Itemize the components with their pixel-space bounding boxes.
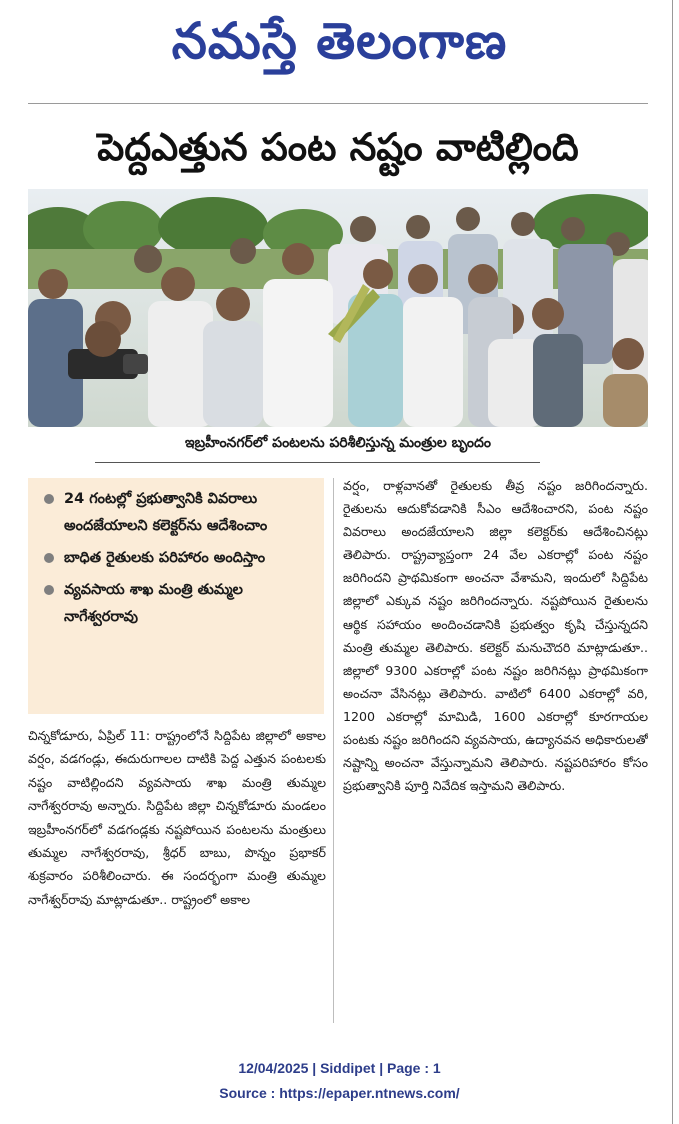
column-divider bbox=[333, 478, 334, 1023]
page-edge bbox=[672, 0, 673, 1124]
highlight-text: బాధిత రైతులకు పరిహారం అందిస్తాం bbox=[64, 550, 266, 566]
bullet-icon bbox=[44, 494, 54, 504]
article-photo bbox=[28, 189, 648, 427]
caption-underline bbox=[95, 462, 540, 463]
article-body-right-column: వర్షం, రాళ్లవానతో రైతులకు తీవ్ర నష్టం జరిగిందన్నారు. రైతులను ఆదుకోవడానికి సీఎం ఆదేశించారని, పంట నష్టం వివరాలు అందజేయాలని జిల్లా కలెక్టర్‌కు ఆదేశించినట్లు తెలిపారు. రాష్ట్రవ్యాప్తంగా 24 వేల ఎకరాల్లో పంట నష్టం జరిగిందని ప్రాథమికంగా అంచనా వేశామని, ఇందులో సిద్దిపేట జిల్లాలో ఎక్కువ నష్టం జరిగిందన్నారు. నష్టపోయిన రైతులను ఆర్థిక సహాయం అందించడానికి ప్రభుత్వం కృషి చేస్తున్నదని మంత్రి తుమ్మల తెలిపారు. కలెక్టర్ మనుచౌదరి మాట్లాడుతూ.. జిల్లాలో 9300 ఎకరాల్లో పంట నష్టం జరిగినట్లు ప్రాథమికంగా అంచనా వేసినట్లు తెలిపారు. వాటిలో 6400 ఎకరాల్లో వరి, 1200 ఎకరాల్లో మామిడి, 1600 ఎకరాల్లో కూరగాయల పంటకు నష్టం జరిగిందని వ్యవసాయ, ఉద్యానవన అధికారులతో నష్టాన్ని అంచనా వేస్తున్నామని తెలిపారు. నష్టపరిహారం కోసం ప్రభుత్వానికి పూర్తి నివేదిక ఇస్తామని తెలిపారు. bbox=[343, 478, 648, 794]
article-body-left-column: చిన్నకోడూరు, ఏప్రిల్ 11: రాష్ట్రంలోనే సిద్దిపేట జిల్లాలో అకాల వర్షం, వడగండ్లు, ఈదురుగాలల దాటికి పెద్ద ఎత్తున పంటలకు నష్టం వాటిల్లిందని వ్యవసాయ శాఖ మంత్రి తుమ్మల నాగేశ్వరరావు అన్నారు. సిద్దిపేట జిల్లా చిన్నకోడూరు మండలం ఇబ్రహీంనగర్‌లో వడగండ్లకు నష్టపోయిన పంటలను మంత్రులు తుమ్మల నాగేశ్వరరావు, శ్రీధర్ బాబు, పొన్నం ప్రభాకర్ శుక్రవారం పరిశీలించారు. ఈ సందర్భంగా మంత్రి తుమ్మల నాగేశ్వర్‌రావు మాట్లాడుతూ.. రాష్ట్రంలో అకాల bbox=[28, 728, 326, 907]
highlights-box bbox=[28, 478, 324, 714]
bullet-icon bbox=[44, 553, 54, 563]
newspaper-masthead: నమస్తే తెలంగాణ bbox=[171, 12, 508, 70]
crowd-photo-illustration bbox=[28, 189, 648, 427]
highlight-item bbox=[38, 577, 314, 631]
footer-date-line: 12/04/2025 | Siddipet | Page : 1 bbox=[238, 1060, 441, 1076]
bullet-icon bbox=[44, 585, 54, 595]
highlight-item bbox=[38, 545, 314, 572]
highlight-text: 24 గంటల్లో ప్రభుత్వానికి వివరాలు అందజేయాలని కలెక్టర్‌ను ఆదేశించాం bbox=[64, 491, 268, 534]
highlight-item bbox=[38, 486, 314, 540]
article-headline: పెద్దఎత్తున పంట నష్టం వాటిల్లింది bbox=[97, 125, 579, 169]
masthead-divider bbox=[28, 103, 648, 104]
highlight-text: వ్యవసాయ శాఖ మంత్రి తుమ్మల నాగేశ్వరరావు bbox=[64, 582, 243, 625]
photo-caption: ఇబ్రహీంనగర్‌లో పంటలను పరిశీలిస్తున్న మంత్రుల బృందం bbox=[185, 435, 491, 451]
footer-source-line: Source : https://epaper.ntnews.com/ bbox=[219, 1085, 460, 1101]
